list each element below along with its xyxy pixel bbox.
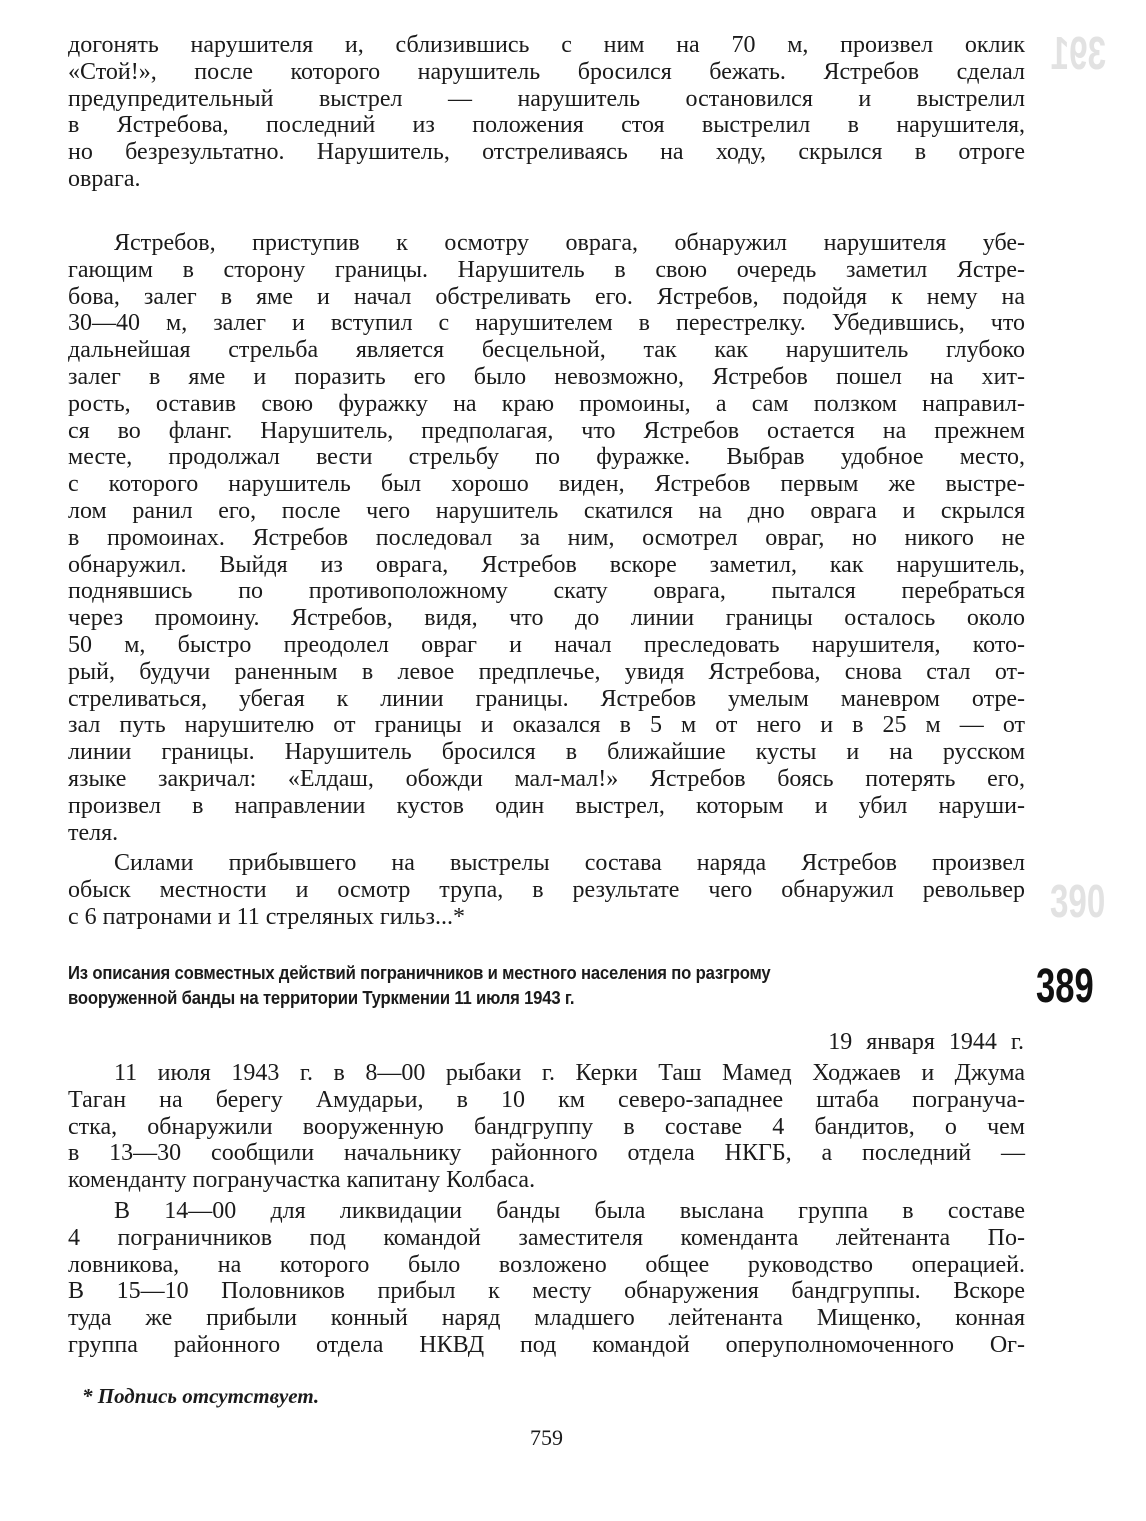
heading-line: Из описания совместных действий пограничников и местного населения по разгрому <box>68 962 771 983</box>
document-date: 19 января 1944 г. <box>828 1029 1024 1055</box>
text-line: рый, будучи раненным в левое предплечье, увидя Ястребова, снова стал от- <box>68 658 1025 685</box>
paragraph <box>68 1198 1025 1359</box>
text-line: зал путь нарушителю от границы и оказался в 5 м от него и в 25 м — от <box>68 712 1025 739</box>
text-line: но безрезультатно. Нарушитель, отстреливаясь на ходу, скрылся в отроге <box>68 139 1025 166</box>
text-line: в Ястребова, последний из положения стоя выстрелил в нарушителя, <box>68 112 1025 139</box>
text-line: 4 пограничников под командой заместителя коменданта лейтенанта По- <box>68 1224 1025 1251</box>
text-line: Силами прибывшего на выстрелы состава наряда Ястребов произвел <box>114 850 1025 876</box>
text-line: поднявшись по противоположному скату оврага, пытался перебраться <box>68 578 1025 605</box>
text-line: туда же прибыли конный наряд младшего лейтенанта Мищенко, конная <box>68 1305 1025 1332</box>
text-line: Ястребов, приступив к осмотру оврага, обнаружил нарушителя убе- <box>114 230 1025 256</box>
text-line: В 14—00 для ликвидации банды была выслана группа в составе <box>114 1198 1025 1224</box>
bleed-through-number: 391 <box>1050 27 1107 79</box>
footnote: * Подпись отсутствует. <box>82 1384 320 1408</box>
text-line: произвел в направлении кустов один выстрел, которым и убил наруши- <box>68 792 1025 819</box>
text-line: залег в яме и поразить его было невозможно, Ястребов пошел на хит- <box>68 363 1025 390</box>
text-line: обнаружил. Выйдя из оврага, Ястребов вскоре заметил, как нарушитель, <box>68 551 1025 578</box>
text-line: «Стой!», после которого нарушитель бросился бежать. Ястребов сделал <box>68 58 1025 85</box>
text-line: через промоину. Ястребов, видя, что до линии границы осталось около <box>68 605 1025 632</box>
paragraph <box>68 230 1025 846</box>
paragraph <box>68 850 1025 930</box>
text-line: теля. <box>68 819 119 846</box>
bleed-through-number: 390 <box>1050 875 1106 927</box>
text-line: группа районного отдела НКВД под командой оперуполномоченного Ог- <box>68 1331 1025 1358</box>
text-line: Таган на берегу Амударьи, в 10 км северо-западнее штаба погрануча- <box>68 1086 1025 1113</box>
text-line: 50 м, быстро преодолел овраг и начал преследовать нарушителя, кото- <box>68 631 1025 658</box>
paragraph <box>68 32 1025 193</box>
text-line: обыск местности и осмотр трупа, в результате чего обнаружил револьвер <box>68 876 1025 903</box>
text-line: с 6 патронами и 11 стреляных гильз...* <box>68 903 465 930</box>
text-line: месте, продолжал вести стрельбу по фуражке. Выбрав удобное место, <box>68 444 1025 471</box>
document-heading <box>68 960 1008 1010</box>
heading-line: вооруженной банды на территории Туркмении 11 июля 1943 г. <box>68 987 575 1008</box>
text-line: линии границы. Нарушитель бросился в ближайшие кусты и на русском <box>68 739 1025 766</box>
page-number: 759 <box>530 1425 563 1450</box>
text-line: 11 июля 1943 г. в 8—00 рыбаки г. Керки Таш Мамед Ходжаев и Джума <box>114 1060 1025 1086</box>
text-line: с которого нарушитель был хорошо виден, Ястребов первым же выстре- <box>68 471 1025 498</box>
text-line: предупредительный выстрел — нарушитель остановился и выстрелил <box>68 85 1025 112</box>
text-line: в промоинах. Ястребов последовал за ним, осмотрел овраг, но никого не <box>68 524 1025 551</box>
text-line: В 15—10 Половников прибыл к месту обнаружения бандгруппы. Вскоре <box>68 1278 1025 1305</box>
text-line: языке закричал: «Елдаш, обожди мал-мал!» Ястребов боясь потерять его, <box>68 765 1025 792</box>
text-line: догонять нарушителя и, сблизившись с ним на 70 м, произвел оклик <box>68 32 1025 58</box>
text-line: лом ранил его, после чего нарушитель скатился на дно оврага и скрылся <box>68 497 1025 524</box>
text-line: коменданту погранучастка капитану Колбаса. <box>68 1167 536 1194</box>
paragraph <box>68 1060 1025 1194</box>
text-line: в 13—30 сообщили начальнику районного отдела НКГБ, а последний — <box>68 1140 1025 1167</box>
document-number: 389 <box>1036 960 1094 1013</box>
text-line: гающим в сторону границы. Нарушитель в свою очередь заметил Ястре- <box>68 256 1025 283</box>
text-line: стреливаться, убегая к линии границы. Ястребов умелым маневром отре- <box>68 685 1025 712</box>
text-line: оврага. <box>68 165 141 192</box>
text-line: рость, оставив свою фуражку на краю промоины, а сам ползком направил- <box>68 390 1025 417</box>
text-line: ловникова, на которого было возложено общее руководство операцией. <box>68 1251 1025 1278</box>
text-line: бова, залег в яме и начал обстреливать его. Ястребов, подойдя к нему на <box>68 283 1025 310</box>
text-line: стка, обнаружили вооруженную бандгруппу в составе 4 бандитов, о чем <box>68 1113 1025 1140</box>
text-line: 30—40 м, залег и вступил с нарушителем в перестрелку. Убедившись, что <box>68 310 1025 337</box>
text-line: ся во фланг. Нарушитель, предполагая, что Ястребов остается на прежнем <box>68 417 1025 444</box>
text-line: дальнейшая стрельба является бесцельной, так как нарушитель глубоко <box>68 337 1025 364</box>
